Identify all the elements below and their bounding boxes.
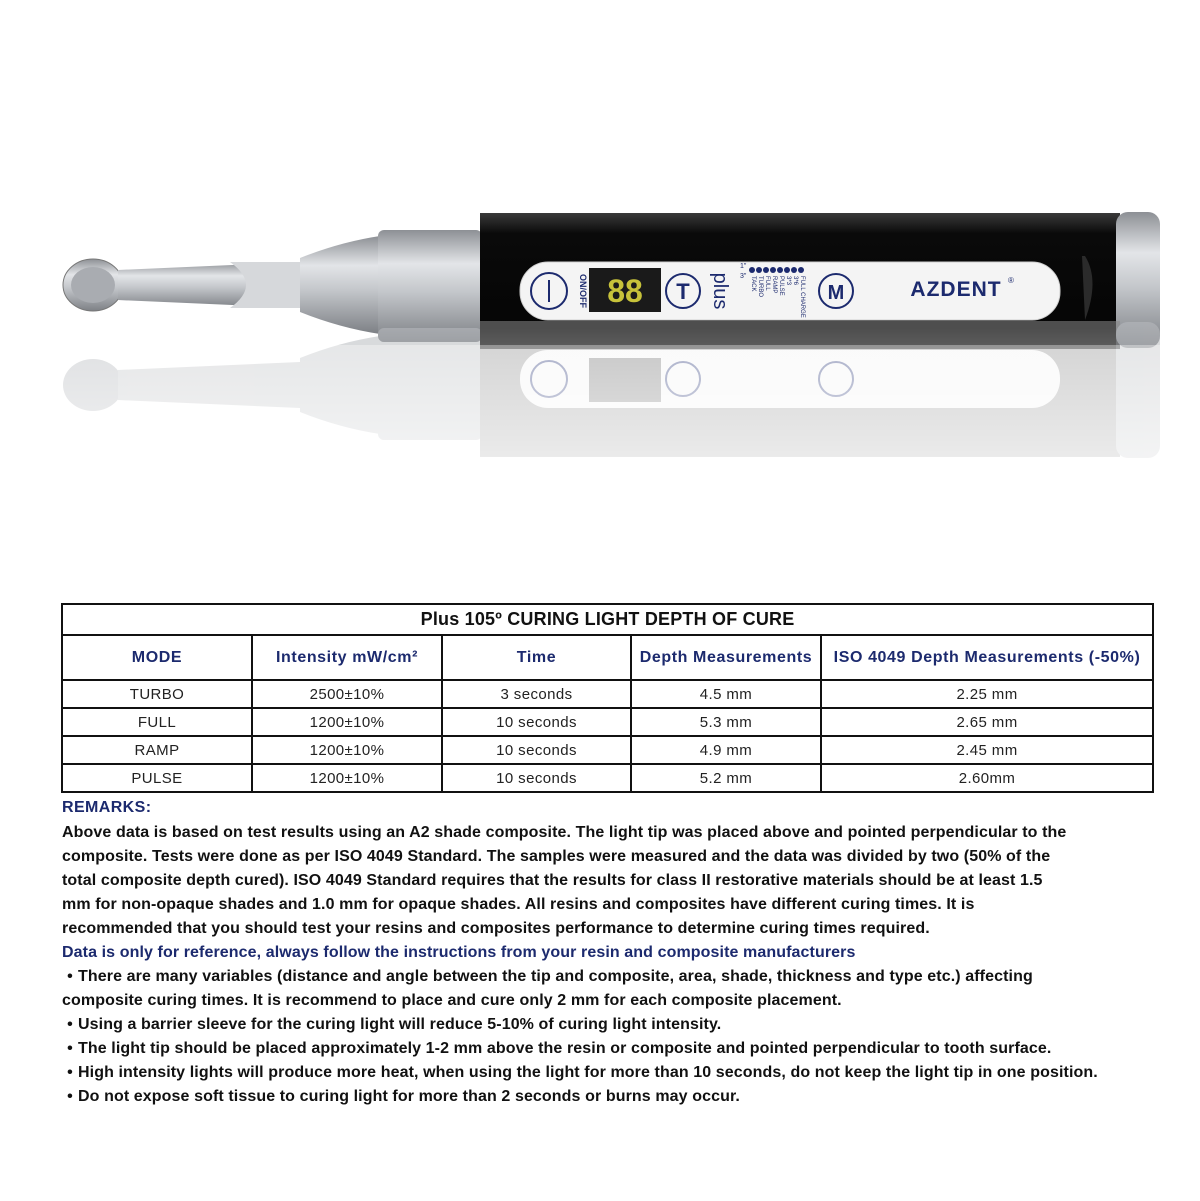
cell-intensity: 2500±10% xyxy=(252,680,442,708)
registered-mark: ® xyxy=(1008,276,1014,285)
onoff-label: ON/OFF xyxy=(578,274,588,308)
remarks-title: REMARKS: xyxy=(62,799,152,816)
bullet-text: composite curing times. It is recommend to place and cure only 2 mm for each composite placement. xyxy=(62,992,842,1009)
remarks-line: recommended that you should test your resins and composites performance to determine curing times required. xyxy=(62,920,930,937)
bullet-icon: • xyxy=(67,1016,73,1033)
cell-depth: 5.3 mm xyxy=(631,708,821,736)
column-header-depth: Depth Measurements xyxy=(631,635,821,680)
table-row xyxy=(62,764,1153,792)
remarks-line: composite. Tests were done as per ISO 4049 Standard. The samples were measured and the data was divided by two (50% of the xyxy=(62,848,1051,865)
mode-3x3: 3*3 xyxy=(785,276,791,286)
bullet-item xyxy=(62,1085,1172,1109)
table-row xyxy=(62,708,1153,736)
bullet-text: Do not expose soft tissue to curing light for more than 2 seconds or burns may occur. xyxy=(78,1088,740,1105)
bullet-item xyxy=(62,1037,1172,1061)
cell-depth: 5.2 mm xyxy=(631,764,821,792)
cell-intensity: 1200±10% xyxy=(252,736,442,764)
bullet-item xyxy=(62,1061,1172,1085)
cell-mode: PULSE xyxy=(62,764,252,792)
bullet-icon: • xyxy=(67,1064,73,1081)
table-title: Plus 105º CURING LIGHT DEPTH OF CURE xyxy=(62,604,1153,635)
bullet-icon: • xyxy=(67,1040,73,1057)
cell-iso-depth: 2.45 mm xyxy=(821,736,1153,764)
cell-depth: 4.5 mm xyxy=(631,680,821,708)
bullet-text: High intensity lights will produce more heat, when using the light for more than 10 seconds, do not keep the light tip in one position. xyxy=(78,1064,1098,1081)
product-photo xyxy=(0,0,1200,560)
mode-ramp: RAMP xyxy=(771,276,777,294)
mode-turbo: TURBO xyxy=(757,276,763,297)
cell-mode: FULL xyxy=(62,708,252,736)
cell-intensity: 1200±10% xyxy=(252,764,442,792)
cell-time: 10 seconds xyxy=(442,708,631,736)
mode-full-charge: FULL CHARGE xyxy=(799,276,805,318)
m-button-label: M xyxy=(827,282,845,304)
time-label-3: 3" xyxy=(740,273,747,280)
column-header-intensity: Intensity mW/cm² xyxy=(252,635,442,680)
column-header-mode: MODE xyxy=(62,635,252,680)
table-header-row xyxy=(62,635,1153,680)
bullet-item xyxy=(62,989,1172,1013)
remarks-paragraph xyxy=(62,821,1172,941)
cell-iso-depth: 2.65 mm xyxy=(821,708,1153,736)
time-label-1: 1" xyxy=(740,263,747,270)
cell-iso-depth: 2.60mm xyxy=(821,764,1153,792)
brand-logo: AZDENT xyxy=(910,278,1002,301)
cell-mode: TURBO xyxy=(62,680,252,708)
display-value: 88 xyxy=(607,273,643,309)
mode-tack: TACK xyxy=(750,276,756,292)
mode-3x6: 3*6 xyxy=(792,276,798,286)
bullet-icon: • xyxy=(67,1088,73,1105)
cell-time: 3 seconds xyxy=(442,680,631,708)
column-header-time: Time xyxy=(442,635,631,680)
table-row xyxy=(62,736,1153,764)
cell-mode: RAMP xyxy=(62,736,252,764)
plus-label: plus xyxy=(709,272,731,310)
curing-light-illustration xyxy=(0,0,1200,560)
remarks-bullet-list xyxy=(62,965,1172,1109)
remarks-line: Above data is based on test results using an A2 shade composite. The light tip was placed above and pointed perpendicular to the xyxy=(62,824,1067,841)
reference-note: Data is only for reference, always follow the instructions from your resin and composite manufacturers xyxy=(62,944,856,961)
remarks-section xyxy=(62,797,1172,1109)
bullet-text: The light tip should be placed approximately 1-2 mm above the resin or composite and pointed perpendicular to tooth surface. xyxy=(78,1040,1052,1057)
bullet-item xyxy=(62,965,1172,989)
bullet-icon: • xyxy=(67,968,73,985)
cell-intensity: 1200±10% xyxy=(252,708,442,736)
remarks-line: mm for non-opaque shades and 1.0 mm for opaque shades. All resins and composites have different curing times. It is xyxy=(62,896,975,913)
cell-time: 10 seconds xyxy=(442,736,631,764)
t-button-label: T xyxy=(676,279,690,304)
bullet-text: Using a barrier sleeve for the curing light will reduce 5-10% of curing light intensity. xyxy=(78,1016,722,1033)
cell-iso-depth: 2.25 mm xyxy=(821,680,1153,708)
cell-depth: 4.9 mm xyxy=(631,736,821,764)
remarks-line: total composite depth cured). ISO 4049 Standard requires that the results for class II restorative materials should be at least 1.5 xyxy=(62,872,1043,889)
mode-pulse: PULSE xyxy=(778,276,784,296)
depth-of-cure-table xyxy=(61,603,1154,793)
mode-full: FULL xyxy=(764,276,770,291)
column-header-iso-depth: ISO 4049 Depth Measurements (-50%) xyxy=(821,635,1153,680)
cell-time: 10 seconds xyxy=(442,764,631,792)
bullet-text: There are many variables (distance and angle between the tip and composite, area, shade, thickness and type etc.) affecting xyxy=(78,968,1033,985)
table-row xyxy=(62,680,1153,708)
bullet-item xyxy=(62,1013,1172,1037)
